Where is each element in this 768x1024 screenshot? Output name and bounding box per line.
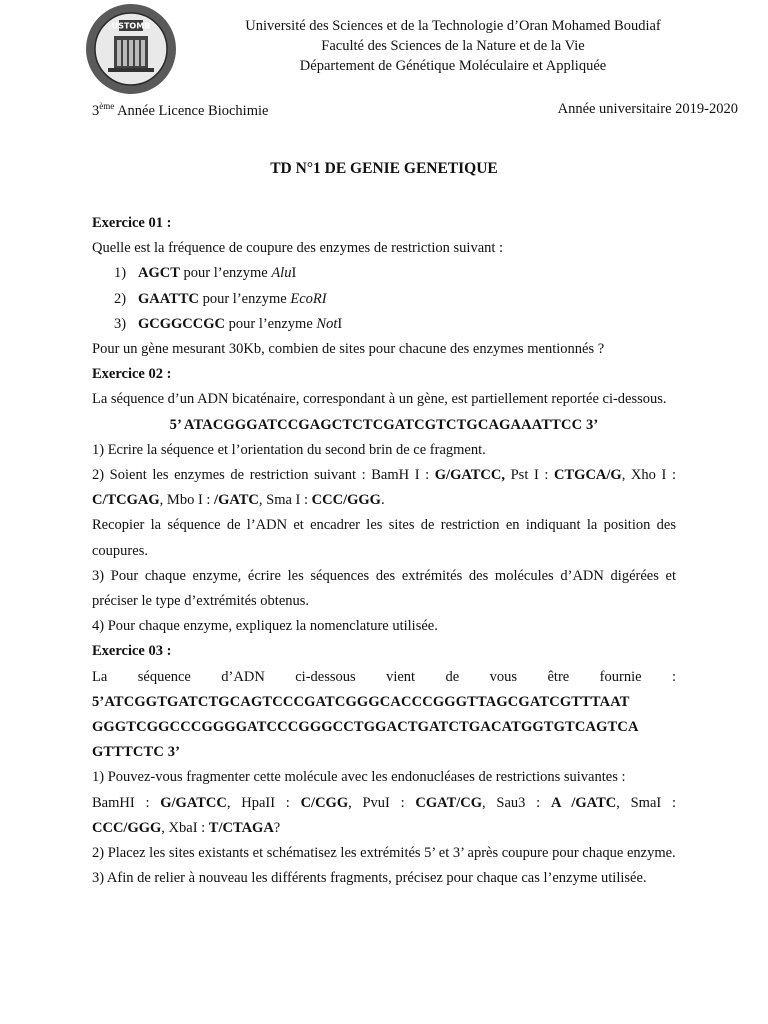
dna-sequence-line-2: GGGTCGGCCCGGGGATCCCGGGCCTGGACTGATCTGACATGGTGTCAGTCA: [92, 719, 639, 736]
exercise-2-q3: 3) Pour chaque enzyme, écrire les séquences des extrémités des molécules d’ADN digérées et préciser le type d’extrémités obtenus.: [92, 567, 676, 610]
department-name: Département de Génétique Moléculaire et Appliquée: [299, 58, 607, 74]
exercise-3-heading: Exercice 03 :: [92, 643, 172, 660]
list-item: 1) AGCT pour l’enzyme AluI: [114, 265, 297, 282]
exercise-1-closing: Pour un gène mesurant 30Kb, combien de sites pour chacune des enzymes mentionnés ?: [92, 341, 605, 358]
list-item: 2) GAATTC pour l’enzyme EcoRI: [114, 290, 327, 307]
university-name: Université des Sciences et de la Technologie d’Oran Mohamed Boudiaf: [245, 18, 661, 34]
year-level: 3ème Année Licence Biochimie: [92, 101, 269, 119]
exercise-3-enzymes-line-1: BamHI : G/GATCC, HpaII : C/CGG, PvuI : CGAT/CG, Sau3 : A /GATC, SmaI :: [92, 794, 677, 811]
exercise-2-intro: La séquence d’un ADN bicaténaire, correspondant à un gène, est partiellement reportée ci-dessous.: [92, 391, 667, 408]
dna-sequence-line-3: GTTTCTC 3’: [92, 744, 181, 761]
page-title: TD N°1 DE GENIE GENETIQUE: [270, 160, 498, 177]
institution-header: [188, 16, 718, 76]
exercise-1-heading: Exercice 01 :: [92, 215, 172, 231]
exercise-1-question: Quelle est la fréquence de coupure des enzymes de restriction suivant :: [92, 240, 504, 257]
dna-sequence-line-1: 5’ATCGGTGATCTGCAGTCCCGATCGGGCACCCGGGTTAGCGATCGTTTAAT: [92, 693, 630, 710]
exercise-3-q3: 3) Afin de relier à nouveau les différents fragments, précisez pour chaque cas l’enzyme utilisée.: [92, 870, 647, 887]
dna-sequence: 5’ ATACGGGATCCGAGCTCTCGATCGTCTGCAGAAATTCC 3’: [169, 416, 599, 433]
exercise-3-q1: 1) Pouvez-vous fragmenter cette molécule avec les endonucléases de restrictions suivantes :: [92, 769, 626, 786]
faculty-name: Faculté des Sciences de la Nature et de la Vie: [321, 38, 585, 54]
list-item: 3) GCGGCCGC pour l’enzyme NotI: [114, 315, 343, 332]
academic-year: Année universitaire 2019-2020: [557, 101, 738, 117]
document-body: [92, 211, 676, 891]
exercise-2-q1: 1) Ecrire la séquence et l’orientation du second brin de ce fragment.: [92, 441, 486, 458]
exercise-3-enzymes-line-2: CCC/GGG, XbaI : T/CTAGA?: [92, 819, 281, 836]
enzyme-list: [92, 261, 676, 337]
svg-text:USTOMB: USTOMB: [111, 21, 151, 31]
exercise-2-q2-instructions: Recopier la séquence de l’ADN et encadrer les sites de restriction en indiquant la position des coupures.: [92, 517, 676, 559]
exercise-2-heading: Exercice 02 :: [92, 366, 172, 383]
exercise-2-q2: 2) Soient les enzymes de restriction suivant : BamH I : G/GATCC, Pst I : CTGCA/G, Xho I : C/TCGAG, Mbo I : /GATC, Sma I : CCC/GGG.: [92, 467, 676, 509]
exercise-2-q4: 4) Pour chaque enzyme, expliquez la nomenclature utilisée.: [92, 618, 438, 635]
exercise-3-q2: 2) Placez les sites existants et schématisez les extrémités 5’ et 3’ après coupure pour chaque enzyme.: [92, 845, 676, 862]
university-seal-logo: [84, 2, 178, 96]
exercise-3-intro: La séquence d’ADN ci-dessous vient de vous être fournie :: [92, 668, 676, 685]
